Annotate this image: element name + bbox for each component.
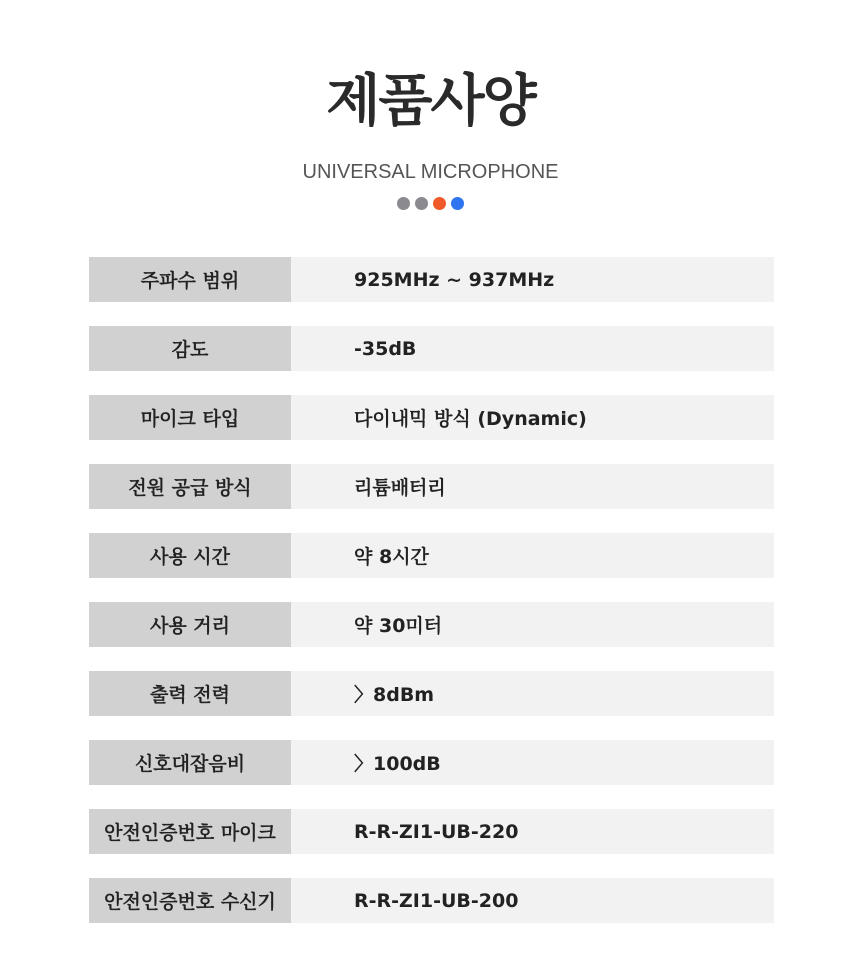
spec-row <box>89 464 774 509</box>
spec-row <box>89 395 774 440</box>
spec-value: -35dB <box>291 326 774 371</box>
decorative-dots <box>0 197 861 210</box>
spec-label: 사용 거리 <box>89 602 291 647</box>
spec-row <box>89 809 774 854</box>
spec-row <box>89 671 774 716</box>
gray-dot-icon <box>415 197 428 210</box>
spec-row <box>89 326 774 371</box>
spec-table <box>89 257 774 947</box>
spec-row <box>89 257 774 302</box>
page-subtitle: UNIVERSAL MICROPHONE <box>302 161 559 183</box>
spec-label: 마이크 타입 <box>89 395 291 440</box>
orange-dot-icon <box>433 197 446 210</box>
page-title: 제품사양 <box>326 69 535 134</box>
spec-value: 〉8dBm <box>291 671 774 716</box>
spec-label: 감도 <box>89 326 291 371</box>
spec-value: R-R-ZI1-UB-200 <box>291 878 774 923</box>
spec-label: 사용 시간 <box>89 533 291 578</box>
spec-value: R-R-ZI1-UB-220 <box>291 809 774 854</box>
spec-row <box>89 878 774 923</box>
spec-row <box>89 740 774 785</box>
spec-row <box>89 533 774 578</box>
spec-value: 약 30미터 <box>291 602 774 647</box>
spec-value: 〉100dB <box>291 740 774 785</box>
blue-dot-icon <box>451 197 464 210</box>
spec-value: 다이내믹 방식 (Dynamic) <box>291 395 774 440</box>
spec-label: 신호대잡음비 <box>89 740 291 785</box>
spec-label: 안전인증번호 수신기 <box>89 878 291 923</box>
spec-label: 전원 공급 방식 <box>89 464 291 509</box>
spec-value: 약 8시간 <box>291 533 774 578</box>
spec-row <box>89 602 774 647</box>
spec-label: 안전인증번호 마이크 <box>89 809 291 854</box>
spec-label: 출력 전력 <box>89 671 291 716</box>
gray-dot-icon <box>397 197 410 210</box>
spec-label: 주파수 범위 <box>89 257 291 302</box>
spec-value: 리튬배터리 <box>291 464 774 509</box>
spec-value: 925MHz ~ 937MHz <box>291 257 774 302</box>
